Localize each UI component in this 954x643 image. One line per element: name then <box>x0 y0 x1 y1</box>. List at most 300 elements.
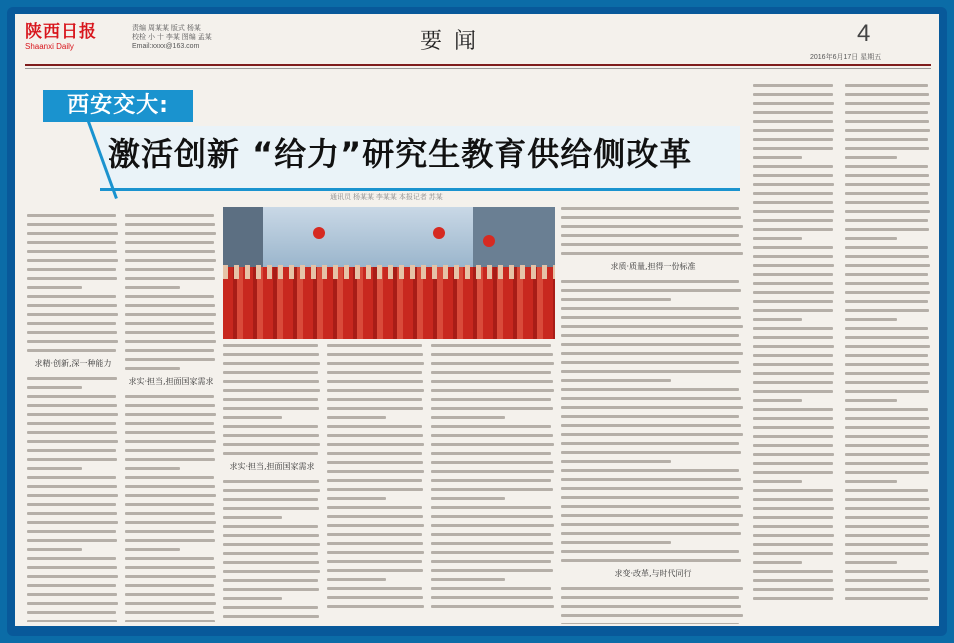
text-line <box>753 201 833 204</box>
subhead: 求实·担当,担面国家需求 <box>229 462 315 471</box>
text-line <box>223 570 320 573</box>
text-line <box>845 462 928 465</box>
text-line <box>327 578 386 581</box>
text-line <box>431 596 553 599</box>
text-line <box>845 264 930 267</box>
text-line <box>27 512 117 515</box>
text-line <box>125 584 214 587</box>
text-line <box>845 327 928 330</box>
text-line <box>27 232 118 235</box>
text-line <box>845 111 928 114</box>
text-line <box>27 476 116 479</box>
text-line <box>125 223 215 226</box>
text-line <box>845 507 930 510</box>
text-line <box>753 93 833 96</box>
text-line <box>753 363 833 366</box>
text-line <box>845 102 930 105</box>
text-line <box>753 165 833 168</box>
text-line <box>125 449 214 452</box>
text-line <box>125 530 214 533</box>
text-line <box>561 397 741 400</box>
text-line <box>753 561 802 564</box>
text-line <box>431 515 553 518</box>
text-line <box>327 542 423 545</box>
text-line <box>845 543 928 546</box>
text-line <box>753 543 833 546</box>
text-line <box>27 340 118 343</box>
text-line <box>27 259 118 262</box>
text-line <box>27 322 116 325</box>
text-line <box>125 286 180 289</box>
text-line <box>327 497 386 500</box>
text-line <box>125 467 180 470</box>
text-line <box>27 584 116 587</box>
text-line <box>753 129 834 132</box>
text-line <box>561 289 741 292</box>
text-line <box>27 539 117 542</box>
text-line <box>327 461 423 464</box>
text-line <box>27 241 116 244</box>
text-line <box>845 444 929 447</box>
text-line <box>753 336 833 339</box>
text-line <box>561 587 743 590</box>
text-line <box>753 426 834 429</box>
text-line <box>431 443 554 446</box>
text-line <box>27 377 117 380</box>
text-line <box>125 295 214 298</box>
text-line <box>845 381 928 384</box>
text-line <box>845 237 897 240</box>
text-line <box>845 579 929 582</box>
text-line <box>327 587 422 590</box>
text-line <box>223 588 319 591</box>
text-line <box>27 611 116 614</box>
text-line <box>223 597 282 600</box>
text-line <box>125 566 215 569</box>
text-line <box>327 596 423 599</box>
text-line <box>753 525 833 528</box>
text-line <box>327 524 424 527</box>
headline: 激活创新 “给力”研究生教育供给侧改革 <box>108 135 693 173</box>
text-line <box>431 578 505 581</box>
text-line <box>753 318 802 321</box>
subhead: 求质·质量,担得一份标准 <box>610 262 696 271</box>
text-line <box>845 399 897 402</box>
text-line <box>561 478 741 481</box>
newspaper-logo <box>25 22 128 52</box>
text-line <box>845 525 929 528</box>
text-line <box>561 623 739 624</box>
text-line <box>753 498 833 501</box>
text-line <box>753 462 833 465</box>
text-line <box>753 219 833 222</box>
text-line <box>561 514 743 517</box>
text-line <box>845 336 929 339</box>
text-line <box>561 596 739 599</box>
newspaper-page <box>15 14 939 626</box>
text-line <box>561 280 739 283</box>
text-line <box>561 334 739 337</box>
text-line <box>223 552 318 555</box>
text-line <box>753 552 833 555</box>
byline: 通讯员 杨某某 李某某 本报记者 苏某 <box>330 194 443 201</box>
text-line <box>845 534 930 537</box>
text-line <box>431 605 554 608</box>
text-line <box>845 417 929 420</box>
text-line <box>125 422 214 425</box>
text-line <box>753 183 834 186</box>
text-line <box>753 282 833 285</box>
text-line <box>845 120 929 123</box>
text-line <box>27 349 116 352</box>
text-line <box>223 579 318 582</box>
text-line <box>561 469 739 472</box>
text-line <box>27 295 116 298</box>
text-line <box>845 354 928 357</box>
text-line <box>561 207 739 210</box>
text-line <box>27 304 117 307</box>
text-line <box>223 425 318 428</box>
text-line <box>327 344 422 347</box>
logo-english: Shaanxi Daily <box>25 42 74 51</box>
text-line <box>431 524 554 527</box>
text-line <box>327 452 422 455</box>
text-line <box>431 461 553 464</box>
text-line <box>27 404 117 407</box>
text-line <box>753 417 833 420</box>
text-line <box>223 416 282 419</box>
text-line <box>27 503 116 506</box>
text-line <box>223 516 282 519</box>
text-line <box>845 246 928 249</box>
text-line <box>753 354 833 357</box>
text-line <box>27 422 116 425</box>
text-line <box>753 453 834 456</box>
text-line <box>223 543 320 546</box>
text-line <box>431 551 554 554</box>
text-line <box>753 255 833 258</box>
text-line <box>327 407 423 410</box>
text-line <box>845 516 928 519</box>
text-line <box>753 291 834 294</box>
text-line <box>431 587 551 590</box>
text-line <box>327 389 424 392</box>
text-line <box>27 548 82 551</box>
text-line <box>223 344 318 347</box>
text-line <box>845 597 928 600</box>
text-line <box>223 389 320 392</box>
news-photo <box>223 207 555 339</box>
subhead: 求变·改革,与时代同行 <box>614 569 692 578</box>
text-line <box>125 322 214 325</box>
text-line <box>125 548 180 551</box>
text-line <box>753 390 833 393</box>
text-line <box>327 605 424 608</box>
text-line <box>431 407 553 410</box>
text-line <box>125 268 214 271</box>
text-line <box>327 398 422 401</box>
text-line <box>753 273 833 276</box>
text-line <box>561 424 741 427</box>
text-line <box>223 489 320 492</box>
text-line <box>223 452 318 455</box>
text-line <box>327 479 422 482</box>
photo-faces <box>223 265 555 279</box>
text-line <box>845 471 929 474</box>
photo-lantern <box>433 227 445 239</box>
text-line <box>845 192 928 195</box>
text-line <box>561 451 741 454</box>
text-line <box>431 398 551 401</box>
text-line <box>125 512 215 515</box>
text-line <box>223 380 319 383</box>
text-column <box>561 207 745 624</box>
text-line <box>753 156 802 159</box>
text-line <box>845 228 929 231</box>
text-column <box>125 214 217 622</box>
text-line <box>327 371 422 374</box>
text-line <box>27 566 117 569</box>
text-line <box>125 250 215 253</box>
text-line <box>27 395 116 398</box>
text-line <box>27 331 117 334</box>
text-line <box>753 246 833 249</box>
text-line <box>125 259 216 262</box>
text-line <box>561 316 741 319</box>
text-line <box>27 449 116 452</box>
text-line <box>27 386 82 389</box>
text-line <box>845 372 930 375</box>
text-line <box>561 460 671 463</box>
text-line <box>223 498 318 501</box>
text-line <box>845 570 928 573</box>
text-column <box>327 344 425 624</box>
text-line <box>125 494 216 497</box>
text-line <box>223 362 320 365</box>
text-line <box>27 313 118 316</box>
text-line <box>27 467 82 470</box>
text-line <box>753 147 833 150</box>
text-line <box>845 138 928 141</box>
text-line <box>561 352 743 355</box>
text-column <box>27 214 119 622</box>
text-line <box>27 440 118 443</box>
text-line <box>27 521 118 524</box>
info-line: 责编 周某某 版式 杨某 <box>132 25 201 32</box>
text-line <box>753 381 833 384</box>
text-line <box>125 557 214 560</box>
text-line <box>431 479 551 482</box>
text-line <box>845 165 928 168</box>
text-line <box>753 534 834 537</box>
text-line <box>223 480 319 483</box>
text-line <box>27 620 117 622</box>
text-line <box>223 353 319 356</box>
text-line <box>561 252 743 255</box>
text-line <box>327 443 424 446</box>
headline-tag: 西安交大: <box>43 90 193 122</box>
text-line <box>27 223 117 226</box>
text-line <box>845 345 930 348</box>
text-line <box>753 507 834 510</box>
text-line <box>561 307 739 310</box>
text-line <box>753 174 833 177</box>
text-line <box>845 480 897 483</box>
text-line <box>431 506 551 509</box>
text-line <box>431 353 553 356</box>
text-line <box>27 458 117 461</box>
text-line <box>753 237 802 240</box>
text-line <box>327 533 422 536</box>
text-line <box>561 298 671 301</box>
text-line <box>431 362 554 365</box>
text-line <box>223 507 319 510</box>
text-line <box>561 532 741 535</box>
text-line <box>753 300 833 303</box>
text-line <box>431 560 551 563</box>
info-line: Email:xxxx@163.com <box>132 43 200 50</box>
text-line <box>125 431 215 434</box>
text-line <box>327 560 422 563</box>
text-line <box>845 255 929 258</box>
text-line <box>561 406 743 409</box>
text-line <box>223 534 319 537</box>
text-line <box>753 228 833 231</box>
text-line <box>561 216 741 219</box>
text-line <box>223 398 318 401</box>
text-line <box>845 426 930 429</box>
text-line <box>125 214 214 217</box>
text-line <box>125 521 216 524</box>
text-line <box>561 541 671 544</box>
photo-lantern <box>313 227 325 239</box>
text-line <box>753 435 833 438</box>
text-line <box>125 304 215 307</box>
text-line <box>753 84 833 87</box>
text-line <box>125 620 215 622</box>
text-line <box>327 506 422 509</box>
text-line <box>845 183 930 186</box>
text-column <box>431 344 555 624</box>
text-line <box>327 569 423 572</box>
text-line <box>125 611 214 614</box>
text-line <box>561 550 739 553</box>
text-line <box>845 291 930 294</box>
text-line <box>753 309 833 312</box>
issue-date: 2016年6月17日 星期五 <box>810 54 882 61</box>
text-line <box>125 404 215 407</box>
text-line <box>845 147 929 150</box>
text-line <box>431 533 551 536</box>
text-line <box>845 552 929 555</box>
text-line <box>753 192 833 195</box>
text-line <box>431 452 551 455</box>
text-line <box>27 530 116 533</box>
text-line <box>27 494 118 497</box>
text-line <box>845 84 928 87</box>
text-line <box>561 370 741 373</box>
text-line <box>845 318 897 321</box>
masthead-rule <box>25 64 931 66</box>
text-line <box>845 129 930 132</box>
text-line <box>561 487 743 490</box>
text-line <box>845 390 929 393</box>
text-line <box>327 362 424 365</box>
text-line <box>753 408 833 411</box>
text-column <box>845 84 931 624</box>
text-line <box>327 515 423 518</box>
text-line <box>27 602 118 605</box>
text-line <box>327 353 423 356</box>
text-line <box>753 111 833 114</box>
page-number: 4 <box>857 20 871 47</box>
text-line <box>327 488 423 491</box>
text-line <box>125 277 215 280</box>
text-line <box>431 425 551 428</box>
text-line <box>561 614 743 617</box>
text-line <box>27 277 117 280</box>
text-line <box>223 407 319 410</box>
info-line: 校检 小 十 李某 图编 孟某 <box>132 34 212 41</box>
text-line <box>125 485 215 488</box>
text-line <box>223 434 319 437</box>
text-line <box>327 425 422 428</box>
text-line <box>561 234 739 237</box>
text-line <box>753 399 802 402</box>
text-line <box>327 380 423 383</box>
text-line <box>125 367 180 370</box>
text-line <box>327 470 424 473</box>
text-line <box>753 327 833 330</box>
text-line <box>845 498 929 501</box>
text-line <box>125 340 216 343</box>
logo-chinese: 陕西日报 <box>25 22 97 42</box>
text-line <box>27 413 118 416</box>
text-line <box>125 440 216 443</box>
text-line <box>125 331 215 334</box>
text-line <box>753 570 833 573</box>
text-line <box>845 273 928 276</box>
text-line <box>753 102 834 105</box>
text-line <box>753 471 833 474</box>
text-line <box>27 431 117 434</box>
text-line <box>27 557 116 560</box>
text-line <box>561 433 743 436</box>
text-line <box>431 344 551 347</box>
text-line <box>561 496 739 499</box>
text-line <box>125 395 214 398</box>
text-line <box>431 434 553 437</box>
text-line <box>753 345 834 348</box>
text-line <box>125 358 215 361</box>
text-line <box>561 605 741 608</box>
text-line <box>27 593 117 596</box>
text-line <box>27 268 116 271</box>
text-line <box>223 525 318 528</box>
text-line <box>431 380 553 383</box>
text-line <box>561 415 739 418</box>
text-line <box>561 225 743 228</box>
masthead-info <box>132 24 272 51</box>
text-line <box>753 516 833 519</box>
text-column <box>223 344 321 624</box>
text-line <box>845 156 897 159</box>
text-line <box>327 434 423 437</box>
text-line <box>753 480 802 483</box>
text-line <box>561 559 741 562</box>
text-line <box>753 489 833 492</box>
text-line <box>845 489 928 492</box>
